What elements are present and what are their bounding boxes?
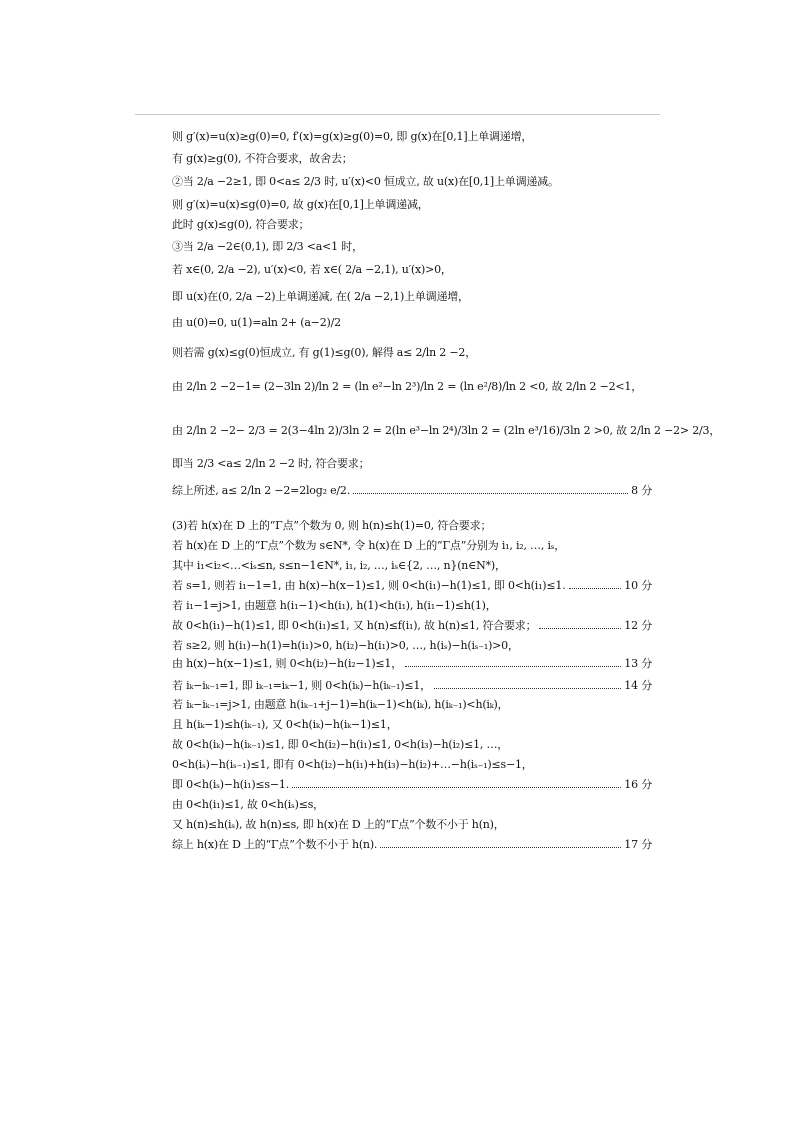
- solution-line-text: 综上 h(x)在 D 上的“Γ点”个数不小于 h(n).: [172, 838, 378, 851]
- solution-line-text: 则 g′(x)=u(x)≤g(0)=0, 故 g(x)在[0,1]上单调递减，: [172, 198, 429, 211]
- solution-line: [172, 718, 652, 732]
- solution-line-text: 综上所述, a≤ 2/ln 2 −2=2log₂ e/2.: [172, 484, 350, 497]
- solution-line-text: (3)若 h(x)在 D 上的“Γ点”个数为 0, 则 h(n)≤h(1)=0, 符合要求；: [172, 519, 492, 532]
- score-marker: 12 分: [624, 619, 652, 632]
- dot-leader: [539, 620, 621, 629]
- score-marker: 16 分: [624, 778, 652, 791]
- solution-line-text: 即 u(x)在(0, 2/a −2)上单调递减, 在( 2/a −2,1)上单调递增，: [172, 290, 469, 303]
- solution-line: [172, 424, 721, 438]
- solution-line: [172, 316, 652, 330]
- solution-line: [172, 218, 652, 232]
- dot-leader: [380, 839, 621, 848]
- scan-divider: [135, 114, 660, 115]
- solution-line-text: 则若需 g(x)≤g(0)恒成立, 有 g(1)≤g(0), 解得 a≤ 2/ln 2 −2，: [172, 346, 476, 359]
- dot-leader: [405, 658, 621, 667]
- solution-line-text: 若 s≥2, 则 h(i₁)−h(1)=h(i₁)>0, h(i₂)−h(i₁)>0, …, h(iₛ)−h(iₛ₋₁)>0，: [172, 639, 519, 652]
- solution-line-text: 若 iₖ−iₖ₋₁=1, 即 iₖ₋₁=iₖ−1, 则 0<h(iₖ)−h(iₖ₋₁)≤1，: [172, 679, 431, 692]
- score-marker: 13 分: [624, 657, 652, 670]
- solution-line-text: 故 0<h(iₖ)−h(iₖ₋₁)≤1, 即 0<h(i₂)−h(i₁)≤1, 0<h(i₃)−h(i₂)≤1, …，: [172, 738, 509, 751]
- solution-line: [172, 290, 652, 304]
- score-marker: 14 分: [624, 679, 652, 692]
- solution-line: [172, 130, 652, 144]
- solution-line-text: 由 2/ln 2 −2− 2/3 = 2(3−4ln 2)/3ln 2 = 2(ln e³−ln 2⁴)/3ln 2 = (2ln e³/16)/3ln 2 >0, 故 2/ln 2 −2> 2/3，: [172, 424, 721, 437]
- solution-line: [172, 599, 652, 613]
- solution-line-text: ②当 2/a −2≥1, 即 0<a≤ 2/3 时, u′(x)<0 恒成立, 故 u(x)在[0,1]上单调递减。: [172, 175, 559, 188]
- solution-line-text: 由 2/ln 2 −2−1= (2−3ln 2)/ln 2 = (ln e²−ln 2³)/ln 2 = (ln e²/8)/ln 2 <0, 故 2/ln 2 −2<1，: [172, 380, 643, 393]
- solution-line: [172, 679, 652, 693]
- solution-line-text: 若 iₖ−iₖ₋₁=j>1, 由题意 h(iₖ₋₁+j−1)=h(iₖ−1)<h(iₖ), h(iₖ₋₁)<h(iₖ)，: [172, 698, 509, 711]
- solution-line: [172, 380, 652, 394]
- solution-line-text: 其中 i₁<i₂<…<iₛ≤n, s≤n−1∈N*, i₁, i₂, …, iₛ∈{2, …, n}(n∈N*)，: [172, 559, 506, 572]
- solution-line-text: ③当 2/a −2∈(0,1), 即 2/3 <a<1 时，: [172, 240, 363, 253]
- score-marker: 17 分: [624, 838, 652, 851]
- solution-line-text: 即 0<h(iₛ)−h(i₁)≤s−1.: [172, 778, 289, 791]
- solution-line-text: 又 h(n)≤h(iₛ), 故 h(n)≤s, 即 h(x)在 D 上的“Γ点”个数不小于 h(n)，: [172, 818, 505, 831]
- solution-line-text: 则 g′(x)=u(x)≥g(0)=0, f′(x)=g(x)≥g(0)=0, 即 g(x)在[0,1]上单调递增，: [172, 130, 533, 143]
- solution-line-text: 若 i₁−1=j>1, 由题意 h(i₁−1)<h(i₁), h(1)<h(i₁), h(i₁−1)≤h(1)，: [172, 599, 497, 612]
- solution-line-text: 0<h(iₛ)−h(iₛ₋₁)≤1, 即有 0<h(i₂)−h(i₁)+h(i₃)−h(i₂)+…−h(iₛ₋₁)≤s−1，: [172, 758, 533, 771]
- solution-line-text: 由 0<h(i₁)≤1, 故 0<h(iₛ)≤s，: [172, 798, 324, 811]
- solution-line-text: 由 u(0)=0, u(1)=aln 2+ (a−2)/2: [172, 316, 341, 329]
- solution-line-text: 若 s=1, 则若 i₁−1=1, 由 h(x)−h(x−1)≤1, 则 0<h(i₁)−h(1)≤1, 即 0<h(i₁)≤1.: [172, 579, 566, 592]
- score-marker: 8 分: [631, 484, 652, 497]
- solution-line: [172, 457, 652, 471]
- solution-line: [172, 698, 652, 712]
- solution-line-text: 故 0<h(i₁)−h(1)≤1, 即 0<h(i₁)≤1, 又 h(n)≤f(i₁), 故 h(n)≤1, 符合要求；: [172, 619, 537, 632]
- dot-leader: [292, 779, 621, 788]
- solution-line-text: 若 h(x)在 D 上的“Γ点”个数为 s∈N*, 令 h(x)在 D 上的“Γ点”分别为 i₁, i₂, …, iₛ，: [172, 539, 566, 552]
- solution-line: [172, 778, 652, 792]
- solution-line: [172, 559, 652, 573]
- score-marker: 10 分: [624, 579, 652, 592]
- solution-line: [172, 484, 652, 498]
- solution-line: [172, 539, 652, 553]
- solution-line: [172, 619, 652, 633]
- solution-line: [172, 263, 652, 277]
- solution-line: [172, 798, 652, 812]
- solution-line-text: 此时 g(x)≤g(0), 符合要求；: [172, 218, 310, 231]
- solution-line: [172, 579, 652, 593]
- solution-line: [172, 152, 652, 166]
- solution-line: [172, 198, 652, 212]
- solution-line: [172, 838, 652, 852]
- solution-line: [172, 346, 652, 360]
- solution-line-text: 且 h(iₖ−1)≤h(iₖ₋₁), 又 0<h(iₖ)−h(iₖ−1)≤1，: [172, 718, 398, 731]
- solution-line: [172, 758, 652, 772]
- solution-line-text: 即当 2/3 <a≤ 2/ln 2 −2 时, 符合要求；: [172, 457, 370, 470]
- dot-leader: [434, 680, 621, 689]
- dot-leader: [353, 485, 628, 494]
- solution-line-text: 有 g(x)≥g(0), 不符合要求，故舍去；: [172, 152, 353, 165]
- solution-line-text: 由 h(x)−h(x−1)≤1, 则 0<h(i₂)−h(i₂−1)≤1，: [172, 657, 403, 670]
- solution-line-text: 若 x∈(0, 2/a −2), u′(x)<0, 若 x∈( 2/a −2,1), u′(x)>0，: [172, 263, 452, 276]
- solution-line: [172, 738, 652, 752]
- dot-leader: [569, 580, 622, 589]
- solution-line: [172, 519, 652, 533]
- solution-line: [172, 818, 652, 832]
- solution-line: [172, 240, 652, 254]
- solution-line: [172, 175, 652, 189]
- solution-line: [172, 639, 652, 653]
- solution-line: [172, 657, 652, 671]
